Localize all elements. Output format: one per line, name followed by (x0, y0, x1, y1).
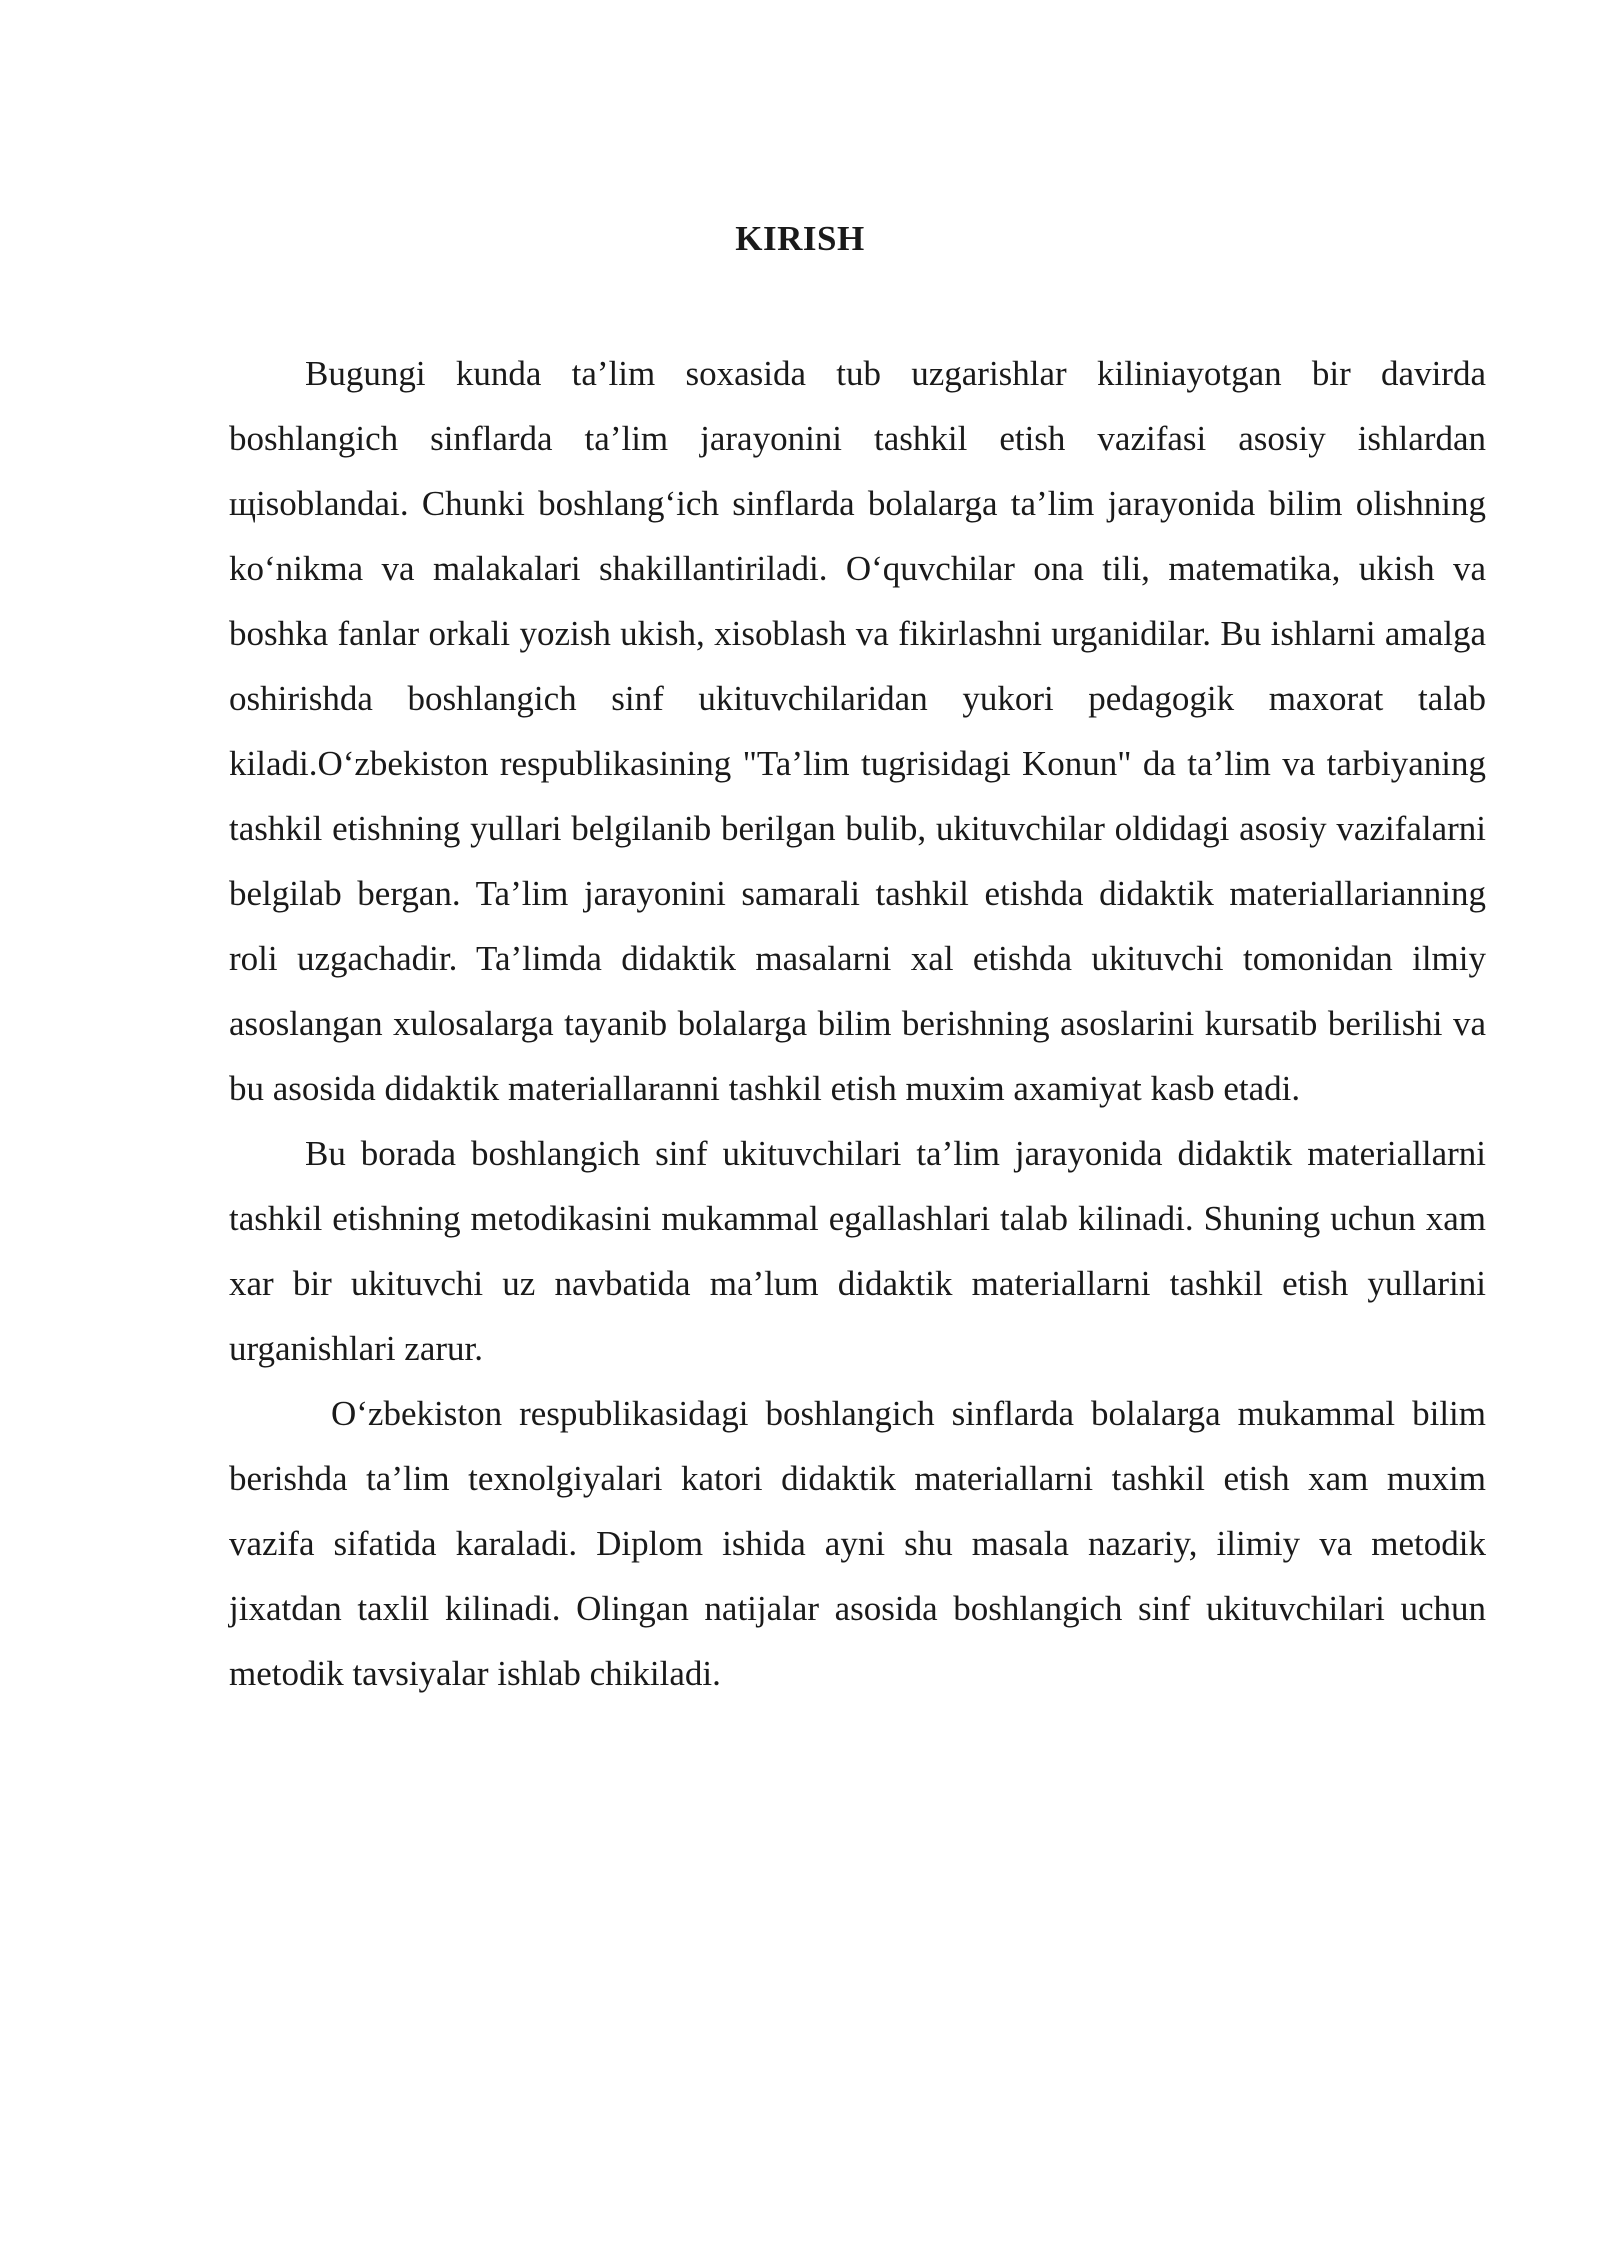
paragraph-intro: Bugungi kunda ta’lim soxasida tub uzgarishlar kiliniayotgan bir davirda boshlangich sinflarda ta’lim jarayonini tashkil etish vazifasi asosiy ishlardan щisoblandai. Chunki boshlang‘ich sinflarda bolalarga ta’lim jarayonida bilim olishning ko‘nikma va malakalari shakillantiriladi. O‘quvchilar ona tili, matematika, ukish va boshka fanlar orkali yozish ukish, xisoblash va fikirlashni urganidilar. Bu ishlarni amalga oshirishda boshlangich sinf ukituvchilaridan yukori pedagogik maxorat talab kiladi.O‘zbekiston respublikasining "Ta’lim tugrisidagi Konun" da ta’lim va tarbiyaning tashkil etishning yullari belgilanib berilgan bulib, ukituvchilar oldidagi asosiy vazifalarni belgilab bergan. Ta’lim jarayonini samarali tashkil etishda didaktik materiallarianning roli uzgachadir. Ta’limda didaktik masalarni xal etishda ukituvchi tomonidan ilmiy asoslangan xulosalarga tayanib bolalarga bilim berishning asoslarini kursatib berilishi va bu asosida didaktik materiallaranni tashkil etish muxim axamiyat kasb etadi. (229, 354, 1486, 1108)
paragraph-methodology: Bu borada boshlangich sinf ukituvchilari ta’lim jarayonida didaktik materiallarni tashkil etishning metodikasini mukammal egallashlari talab kilinadi. Shuning uchun xam xar bir ukituvchi uz navbatida ma’lum didaktik materiallarni tashkil etish yullarini urganishlari zarur. (229, 1134, 1486, 1368)
page-title: KIRISH (735, 219, 865, 258)
document-body (229, 341, 1486, 1706)
paragraph-diploma-aim: O‘zbekiston respublikasidagi boshlangich sinflarda bolalarga mukammal bilim berishda ta’lim texnolgiyalari katori didaktik materiallarni tashkil etish xam muxim vazifa sifatida karaladi. Diplom ishida ayni shu masala nazariy, ilimiy va metodik jixatdan taxlil kilinadi. Olingan natijalar asosida boshlangich sinf ukituvchilari uchun metodik tavsiyalar ishlab chikiladi. (229, 1394, 1486, 1693)
